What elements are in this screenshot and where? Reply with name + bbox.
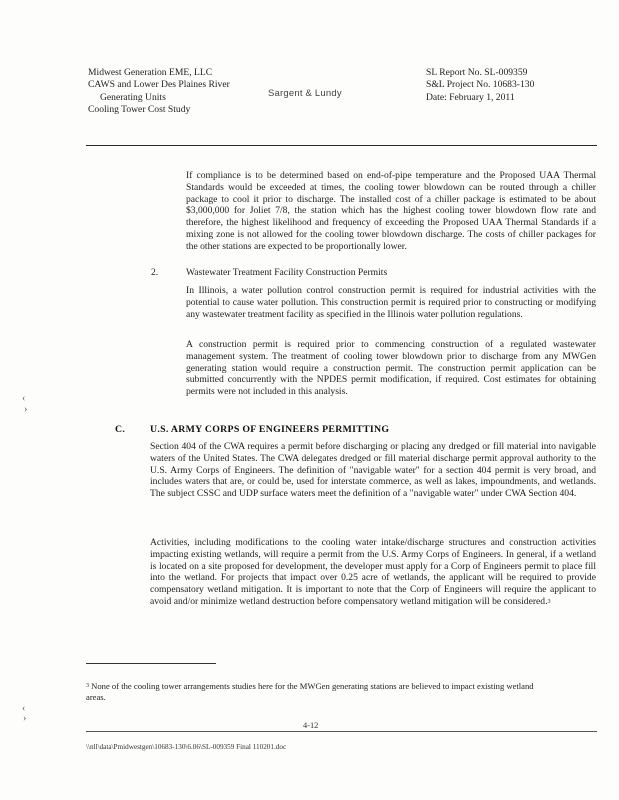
scan-mark-bottom: ‹ bbox=[22, 703, 26, 714]
item-2-title: Wastewater Treatment Facility Construction Permits bbox=[186, 267, 388, 278]
scan-mark-top-2: › bbox=[24, 404, 28, 415]
paragraph-wastewater-permit: In Illinois, a water pollution control construction permit is required for industrial activities with the potential to cause water pollution. This construction permit is required prior to constructing or modifying any wastewater treatment facility as specified in the Illinois water pollution regulations. bbox=[186, 285, 596, 320]
item-2-number: 2. bbox=[151, 267, 159, 278]
footnote-marker: 3 bbox=[86, 683, 89, 689]
header-divider bbox=[86, 145, 597, 146]
footer-divider bbox=[86, 731, 597, 732]
header-study-name: Cooling Tower Cost Study bbox=[88, 104, 191, 116]
header-report-block bbox=[426, 67, 596, 104]
footnote-divider bbox=[86, 663, 216, 664]
paragraph-wetlands bbox=[150, 537, 596, 608]
page-number: 4-12 bbox=[303, 721, 319, 730]
header-project-name: CAWS and Lower Des Plaines River bbox=[88, 79, 230, 91]
header-project-subtitle: Generating Units bbox=[100, 91, 166, 103]
footnote-text: None of the cooling tower arrangements studies here for the MWGen generating stations are believed to impact existing wetland areas. bbox=[86, 681, 534, 702]
paragraph-wetlands-text: Activities, including modifications to the cooling water intake/discharge structures and construction activities impacting existing wetlands, will require a permit from the U.S. Army Corps of Engineers. In general, if a wetland is located on a site proposed for development, the developer must apply for a Corp of Engineers permit to place fill into the wetland. For projects that impact over 0.25 acre of wetlands, the applicant will be required to provide compensatory wetland mitigation. It is important to note that the Corp of Engineers will require the applicant to avoid and/or minimize wetland destruction before compensatory wetland mitigation will be considered. bbox=[150, 537, 596, 607]
header-report-number: SL Report No. SL-009359 bbox=[426, 67, 528, 78]
paragraph-chiller-package: If compliance is to be determined based on end-of-pipe temperature and the Proposed UAA Thermal Standards would be exceeded at times, the cooling tower blowdown can be routed through a chiller package to cool it prior to discharge. The installed cost of a chiller package is estimated to be about $3,000,000 for Joliet 7/8, the station which has the highest cooling tower blowdown flow rate and therefore, the highest likelihood and frequency of exceeding the Proposed UAA Thermal Standards if a mixing zone is not allowed for the cooling tower blowdown discharge. The costs of chiller packages for the other stations are expected to be proportionally lower. bbox=[186, 170, 596, 252]
header-project-number: S&L Project No. 10683-130 bbox=[426, 79, 535, 91]
footnote bbox=[86, 681, 542, 703]
sargent-lundy-logo: Sargent & Lundy bbox=[268, 88, 342, 99]
section-c-letter: C. bbox=[115, 424, 126, 435]
paragraph-section-404: Section 404 of the CWA requires a permit before discharging or placing any dredged or fill material into navigable waters of the United States. The CWA delegates dredged or fill material discharge permit approval authority to the U.S. Army Corps of Engineers. The definition of "navigable water" for a section 404 permit is very broad, and includes waters that are, or could be, used for interstate commerce, as well as lakes, impoundments, and wetlands. The subject CSSC and UDP surface waters meet the definition of a "navigable water" under CWA Section 404. bbox=[150, 441, 596, 500]
footnote-reference: 3 bbox=[547, 597, 551, 605]
section-c-heading: U.S. ARMY CORPS OF ENGINEERS PERMITTING bbox=[150, 424, 390, 435]
header-date: Date: February 1, 2011 bbox=[426, 91, 515, 103]
footer-file-path: \\nll\data\Pmidwestgen\10683-130\6.06\SL-009359 Final 110201.doc bbox=[86, 743, 287, 751]
scan-mark-bottom-2: › bbox=[23, 713, 27, 724]
paragraph-construction-permit: A construction permit is required prior to commencing construction of a regulated wastewater management system. The treatment of cooling tower blowdown prior to discharge from any MWGen generating station would require a construction permit. The construction permit application can be submitted concurrently with the NPDES permit modification, if required. Cost estimates for obtaining permits were not included in this analysis. bbox=[186, 339, 596, 398]
header-company-name: Midwest Generation EME, LLC bbox=[88, 67, 213, 78]
header-company-block bbox=[88, 67, 278, 117]
scan-mark-top: ‹ bbox=[22, 393, 26, 404]
